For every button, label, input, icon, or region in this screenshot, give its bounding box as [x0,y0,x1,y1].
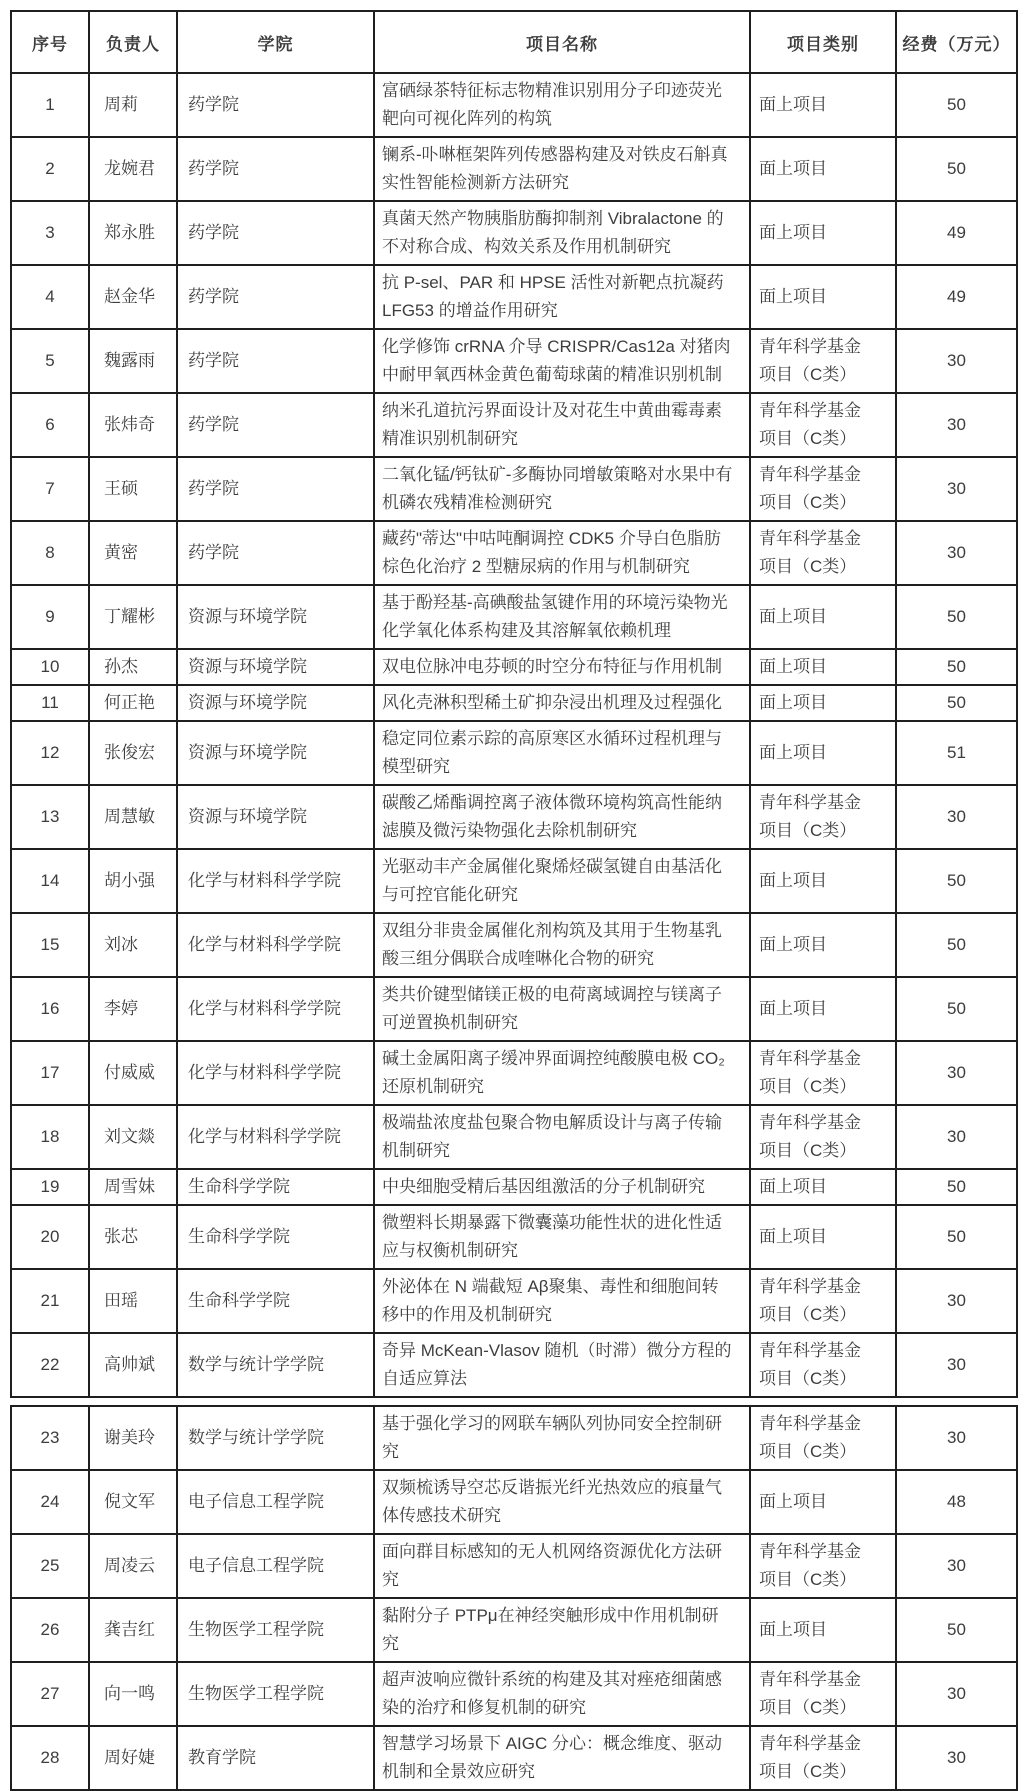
cell-project-title: 碱土金属阳离子缓冲界面调控纯酸膜电极 CO₂ 还原机制研究 [374,1041,750,1105]
cell-fund: 30 [896,1105,1017,1169]
cell-serial: 24 [11,1470,89,1534]
cell-category: 面上项目 [750,1598,896,1662]
cell-category: 面上项目 [750,1205,896,1269]
cell-serial: 17 [11,1041,89,1105]
cell-serial: 26 [11,1598,89,1662]
cell-project-title: 基于强化学习的网联车辆队列协同安全控制研究 [374,1406,750,1470]
cell-serial: 12 [11,721,89,785]
category-text: 青年科学基金项目（C类） [759,1049,861,1096]
cell-pi: 付威威 [89,1041,177,1105]
cell-serial: 23 [11,1406,89,1470]
cell-pi: 龙婉君 [89,137,177,201]
cell-project-title: 微塑料长期暴露下微囊藻功能性状的进化性适应与权衡机制研究 [374,1205,750,1269]
cell-pi: 龚吉红 [89,1598,177,1662]
cell-project-title: 真菌天然产物胰脂肪酶抑制剂 Vibralactone 的不对称合成、构效关系及作用机制研究 [374,201,750,265]
cell-pi: 张炜奇 [89,393,177,457]
cell-project-title: 镧系-卟啉框架阵列传感器构建及对铁皮石斛真实性智能检测新方法研究 [374,137,750,201]
cell-project-title: 双频梳诱导空芯反谐振光纤光热效应的痕量气体传感技术研究 [374,1470,750,1534]
cell-fund: 30 [896,1041,1017,1105]
header-serial: 序号 [11,11,89,73]
category-text: 青年科学基金项目（C类） [759,401,861,448]
table-row [11,1598,1017,1662]
category-text: 青年科学基金项目（C类） [759,337,861,384]
cell-college: 化学与材料科学学院 [177,1105,374,1169]
cell-project-title: 光驱动丰产金属催化聚烯烃碳氢键自由基活化与可控官能化研究 [374,849,750,913]
projects-table-segment-1 [10,10,1018,1398]
cell-serial: 7 [11,457,89,521]
cell-fund: 50 [896,649,1017,685]
cell-college: 药学院 [177,457,374,521]
cell-serial: 15 [11,913,89,977]
table-row [11,1169,1017,1205]
cell-fund: 30 [896,329,1017,393]
cell-college: 药学院 [177,393,374,457]
cell-project-title: 智慧学习场景下 AIGC 分心：概念维度、驱动机制和全景效应研究 [374,1726,750,1790]
cell-pi: 周好婕 [89,1726,177,1790]
cell-project-title: 抗 P-sel、PAR 和 HPSE 活性对新靶点抗凝药 LFG53 的增益作用研究 [374,265,750,329]
cell-pi: 向一鸣 [89,1662,177,1726]
table-row [11,521,1017,585]
category-text: 青年科学基金项目（C类） [759,1670,861,1717]
cell-fund: 30 [896,1534,1017,1598]
cell-pi: 赵金华 [89,265,177,329]
cell-fund: 49 [896,201,1017,265]
cell-category [750,393,896,457]
cell-category [750,785,896,849]
cell-serial: 1 [11,73,89,137]
cell-pi: 何正艳 [89,685,177,721]
table-row [11,1269,1017,1333]
cell-pi: 黄密 [89,521,177,585]
cell-pi: 胡小强 [89,849,177,913]
table-row [11,849,1017,913]
cell-category: 面上项目 [750,265,896,329]
cell-fund: 30 [896,1726,1017,1790]
cell-pi: 周慧敏 [89,785,177,849]
cell-category: 面上项目 [750,721,896,785]
cell-serial: 16 [11,977,89,1041]
category-text: 青年科学基金项目（C类） [759,1414,861,1461]
category-text: 青年科学基金项目（C类） [759,1277,861,1324]
cell-college: 生物医学工程学院 [177,1598,374,1662]
table-row [11,201,1017,265]
cell-college: 化学与材料科学学院 [177,849,374,913]
cell-fund: 51 [896,721,1017,785]
cell-category [750,521,896,585]
cell-college: 药学院 [177,521,374,585]
cell-serial: 27 [11,1662,89,1726]
cell-project-title: 双组分非贵金属催化剂构筑及其用于生物基乳酸三组分偶联合成喹啉化合物的研究 [374,913,750,977]
category-text: 青年科学基金项目（C类） [759,1734,861,1781]
cell-serial: 4 [11,265,89,329]
cell-category [750,1333,896,1397]
cell-pi: 张芯 [89,1205,177,1269]
table-row [11,1041,1017,1105]
cell-college: 生物医学工程学院 [177,1662,374,1726]
cell-pi: 田瑶 [89,1269,177,1333]
projects-table-segment-2 [10,1405,1018,1791]
table-row [11,1534,1017,1598]
header-college: 学院 [177,11,374,73]
cell-serial: 25 [11,1534,89,1598]
cell-category [750,457,896,521]
table-row [11,685,1017,721]
cell-fund: 50 [896,73,1017,137]
cell-category: 面上项目 [750,913,896,977]
cell-pi: 周莉 [89,73,177,137]
cell-fund: 30 [896,1406,1017,1470]
header-pi: 负责人 [89,11,177,73]
cell-category: 面上项目 [750,685,896,721]
cell-category: 面上项目 [750,1470,896,1534]
cell-serial: 22 [11,1333,89,1397]
cell-category: 面上项目 [750,585,896,649]
table-row [11,649,1017,685]
cell-college: 电子信息工程学院 [177,1534,374,1598]
cell-serial: 6 [11,393,89,457]
cell-project-title: 双电位脉冲电芬顿的时空分布特征与作用机制 [374,649,750,685]
cell-college: 资源与环境学院 [177,649,374,685]
cell-fund: 50 [896,913,1017,977]
header-fund: 经费（万元） [896,11,1017,73]
cell-category [750,1105,896,1169]
cell-serial: 20 [11,1205,89,1269]
table-row [11,1470,1017,1534]
cell-serial: 9 [11,585,89,649]
table-row [11,1726,1017,1790]
cell-project-title: 藏药"蒂达"中咕吨酮调控 CDK5 介导白色脂肪棕色化治疗 2 型糖尿病的作用与机制研究 [374,521,750,585]
cell-college: 药学院 [177,329,374,393]
cell-category [750,1269,896,1333]
cell-serial: 5 [11,329,89,393]
cell-serial: 10 [11,649,89,685]
cell-category: 面上项目 [750,649,896,685]
cell-category [750,1406,896,1470]
cell-serial: 3 [11,201,89,265]
header-title: 项目名称 [374,11,750,73]
cell-project-title: 基于酚羟基-高碘酸盐氢键作用的环境污染物光化学氧化体系构建及其溶解氧依赖机理 [374,585,750,649]
cell-serial: 28 [11,1726,89,1790]
cell-fund: 50 [896,137,1017,201]
cell-category: 面上项目 [750,977,896,1041]
table-row [11,721,1017,785]
cell-project-title: 面向群目标感知的无人机网络资源优化方法研究 [374,1534,750,1598]
cell-college: 药学院 [177,73,374,137]
cell-fund: 50 [896,1205,1017,1269]
category-text: 青年科学基金项目（C类） [759,465,861,512]
cell-college: 生命科学学院 [177,1269,374,1333]
cell-pi: 刘冰 [89,913,177,977]
cell-college: 化学与材料科学学院 [177,977,374,1041]
cell-college: 电子信息工程学院 [177,1470,374,1534]
category-text: 青年科学基金项目（C类） [759,1113,861,1160]
cell-college: 资源与环境学院 [177,585,374,649]
cell-college: 化学与材料科学学院 [177,1041,374,1105]
cell-serial: 8 [11,521,89,585]
cell-project-title: 外泌体在 N 端截短 Aβ聚集、毒性和细胞间转移中的作用及机制研究 [374,1269,750,1333]
table-row [11,73,1017,137]
cell-serial: 13 [11,785,89,849]
cell-category [750,1534,896,1598]
category-text: 青年科学基金项目（C类） [759,1341,861,1388]
cell-serial: 11 [11,685,89,721]
cell-category [750,329,896,393]
table-row [11,393,1017,457]
cell-pi: 郑永胜 [89,201,177,265]
table-row [11,977,1017,1041]
cell-fund: 30 [896,457,1017,521]
cell-category [750,1041,896,1105]
cell-project-title: 化学修饰 crRNA 介导 CRISPR/Cas12a 对猪肉中耐甲氧西林金黄色葡萄球菌的精准识别机制 [374,329,750,393]
cell-college: 化学与材料科学学院 [177,913,374,977]
cell-category: 面上项目 [750,849,896,913]
table-row [11,457,1017,521]
cell-serial: 18 [11,1105,89,1169]
table-row [11,913,1017,977]
cell-fund: 50 [896,585,1017,649]
cell-college: 教育学院 [177,1726,374,1790]
cell-fund: 50 [896,1169,1017,1205]
cell-college: 药学院 [177,201,374,265]
cell-pi: 王硕 [89,457,177,521]
cell-fund: 30 [896,1662,1017,1726]
cell-project-title: 富硒绿茶特征标志物精准识别用分子印迹荧光靶向可视化阵列的构筑 [374,73,750,137]
cell-pi: 魏露雨 [89,329,177,393]
cell-serial: 14 [11,849,89,913]
cell-project-title: 风化壳淋积型稀土矿抑杂浸出机理及过程强化 [374,685,750,721]
cell-college: 资源与环境学院 [177,785,374,849]
cell-pi: 丁耀彬 [89,585,177,649]
cell-pi: 谢美玲 [89,1406,177,1470]
cell-category [750,1726,896,1790]
cell-serial: 2 [11,137,89,201]
cell-pi: 李婷 [89,977,177,1041]
cell-fund: 50 [896,977,1017,1041]
cell-fund: 49 [896,265,1017,329]
table-row [11,1105,1017,1169]
cell-pi: 孙杰 [89,649,177,685]
cell-fund: 30 [896,393,1017,457]
cell-category: 面上项目 [750,137,896,201]
header-row [11,11,1017,73]
table-row [11,785,1017,849]
cell-category: 面上项目 [750,73,896,137]
cell-project-title: 二氧化锰/钙钛矿-多酶协同增敏策略对水果中有机磷农残精准检测研究 [374,457,750,521]
cell-college: 药学院 [177,265,374,329]
table-page-break-gap [10,1398,1016,1405]
cell-fund: 30 [896,785,1017,849]
cell-fund: 50 [896,1598,1017,1662]
category-text: 青年科学基金项目（C类） [759,529,861,576]
cell-category: 面上项目 [750,201,896,265]
table-row [11,585,1017,649]
cell-fund: 48 [896,1470,1017,1534]
cell-project-title: 奇异 McKean-Vlasov 随机（时滞）微分方程的自适应算法 [374,1333,750,1397]
cell-fund: 30 [896,1333,1017,1397]
cell-college: 数学与统计学学院 [177,1333,374,1397]
cell-pi: 张俊宏 [89,721,177,785]
cell-project-title: 极端盐浓度盐包聚合物电解质设计与离子传输机制研究 [374,1105,750,1169]
category-text: 青年科学基金项目（C类） [759,1542,861,1589]
cell-college: 生命科学学院 [177,1205,374,1269]
cell-project-title: 碳酸乙烯酯调控离子液体微环境构筑高性能纳滤膜及微污染物强化去除机制研究 [374,785,750,849]
cell-pi: 倪文军 [89,1470,177,1534]
table-row [11,329,1017,393]
cell-project-title: 黏附分子 PTPμ在神经突触形成中作用机制研究 [374,1598,750,1662]
cell-category [750,1662,896,1726]
category-text: 青年科学基金项目（C类） [759,793,861,840]
cell-college: 数学与统计学学院 [177,1406,374,1470]
cell-college: 药学院 [177,137,374,201]
table-row [11,1205,1017,1269]
cell-project-title: 中央细胞受精后基因组激活的分子机制研究 [374,1169,750,1205]
table-row [11,1406,1017,1470]
cell-serial: 21 [11,1269,89,1333]
cell-college: 资源与环境学院 [177,685,374,721]
cell-pi: 周凌云 [89,1534,177,1598]
cell-project-title: 超声波响应微针系统的构建及其对痤疮细菌感染的治疗和修复机制的研究 [374,1662,750,1726]
cell-fund: 50 [896,849,1017,913]
table-row [11,1333,1017,1397]
cell-fund: 30 [896,521,1017,585]
cell-category: 面上项目 [750,1169,896,1205]
cell-project-title: 纳米孔道抗污界面设计及对花生中黄曲霉毒素精准识别机制研究 [374,393,750,457]
cell-pi: 刘文燚 [89,1105,177,1169]
cell-pi: 周雪妹 [89,1169,177,1205]
header-category: 项目类别 [750,11,896,73]
cell-project-title: 稳定同位素示踪的高原寒区水循环过程机理与模型研究 [374,721,750,785]
cell-project-title: 类共价键型储镁正极的电荷离域调控与镁离子可逆置换机制研究 [374,977,750,1041]
cell-college: 生命科学学院 [177,1169,374,1205]
table-row [11,265,1017,329]
cell-pi: 高帅斌 [89,1333,177,1397]
table-row [11,1662,1017,1726]
cell-fund: 30 [896,1269,1017,1333]
cell-college: 资源与环境学院 [177,721,374,785]
cell-fund: 50 [896,685,1017,721]
table-row [11,137,1017,201]
cell-serial: 19 [11,1169,89,1205]
